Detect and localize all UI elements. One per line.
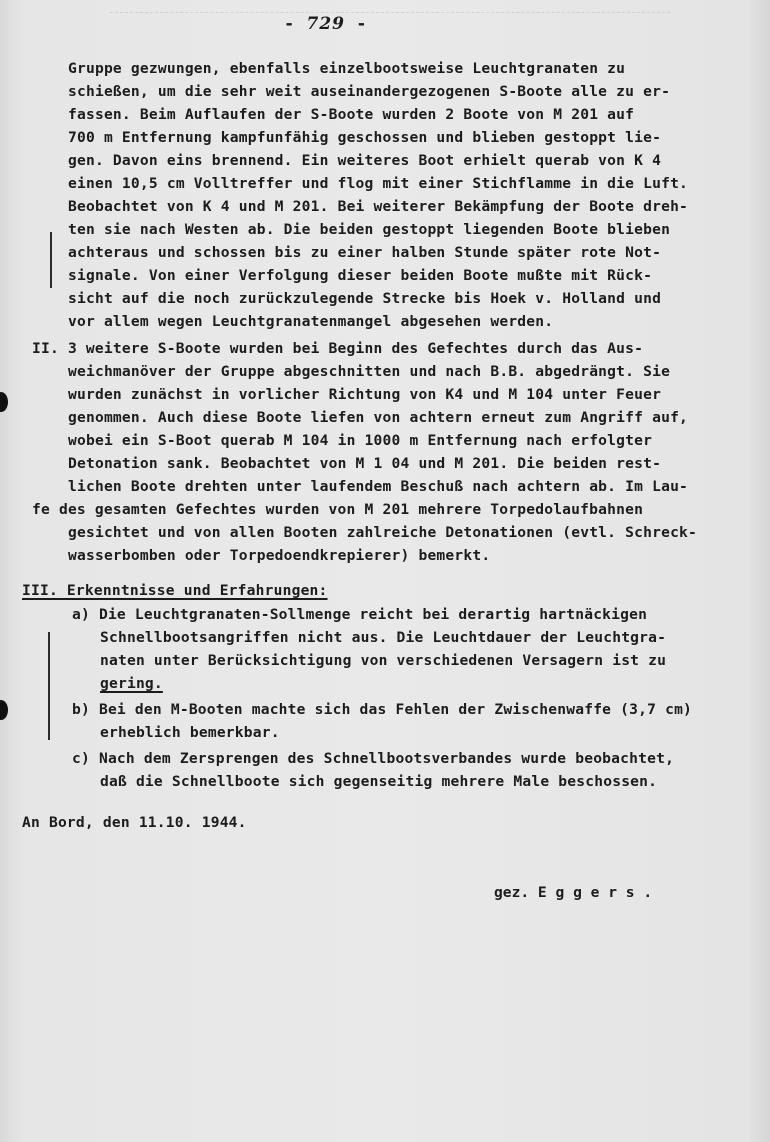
text-line: genommen. Auch diese Boote liefen von achtern erneut zum Angriff auf, [68, 409, 689, 426]
text-line: daß die Schnellboote sich gegenseitig mehrere Male beschossen. [100, 773, 658, 790]
text-line: schießen, um die sehr weit auseinandergezogenen S-Boote alle zu er- [68, 83, 671, 100]
faint-header-bleedthrough [110, 2, 670, 13]
text-line: fe des gesamten Gefechtes wurden von M 201 mehrere Torpedolaufbahnen [32, 501, 644, 518]
margin-mark [48, 632, 50, 740]
text-line: vor allem wegen Leuchtgranatenmangel abgesehen werden. [68, 313, 554, 330]
margin-mark [50, 232, 52, 288]
text-line: 700 m Entfernung kampfunfähig geschossen und blieben gestoppt lie- [68, 129, 662, 146]
page-number-value: 729 [306, 14, 345, 34]
text-line: wobei ein S-Boot querab M 104 in 1000 m Entfernung nach erfolgter [68, 432, 653, 449]
text-line: lichen Boote drehten unter laufendem Beschuß nach achtern ab. Im Lau- [68, 478, 689, 495]
list-item-b-line: b) Bei den M-Booten machte sich das Fehlen der Zwischenwaffe (3,7 cm) [72, 701, 693, 718]
list-item-c-line: c) Nach dem Zersprengen des Schnellbootsverbandes wurde beobachtet, [72, 750, 675, 767]
text-line: Schnellbootsangriffen nicht aus. Die Leuchtdauer der Leuchtgra- [100, 629, 667, 646]
list-item-a-line: a) Die Leuchtgranaten-Sollmenge reicht bei derartig hartnäckigen [72, 606, 648, 623]
text-line: wurden zunächst in vorlicher Richtung von K4 und M 104 unter Feuer [68, 386, 662, 403]
text-line: sicht auf die noch zurückzulegende Strecke bis Hoek v. Holland und [68, 290, 662, 307]
text-line: einen 10,5 cm Volltreffer und flog mit einer Stichflamme in die Luft. [68, 175, 689, 192]
text-line: weichmanöver der Gruppe abgeschnitten und nach B.B. abgedrängt. Sie [68, 363, 671, 380]
punch-hole [0, 392, 8, 412]
text-line: erheblich bemerkbar. [100, 724, 280, 741]
text-line: gen. Davon eins brennend. Ein weiteres Boot erhielt querab von K 4 [68, 152, 662, 169]
text-line: fassen. Beim Auflaufen der S-Boote wurden 2 Boote von M 201 auf [68, 106, 635, 123]
text-line: Gruppe gezwungen, ebenfalls einzelbootsweise Leuchtgranaten zu [68, 60, 626, 77]
signature-line: gez. E g g e r s . [494, 884, 653, 901]
section-ii-heading-line: II. 3 weitere S-Boote wurden bei Beginn des Gefechtes durch das Aus- [32, 340, 644, 357]
date-line: An Bord, den 11.10. 1944. [22, 814, 247, 831]
text-line: Beobachtet von K 4 und M 201. Bei weiterer Bekämpfung der Boote dreh- [68, 198, 689, 215]
text-line: gesichtet und von allen Booten zahlreiche Detonationen (evtl. Schreck- [68, 524, 698, 541]
text-line: Detonation sank. Beobachtet von M 1 04 und M 201. Die beiden rest- [68, 455, 662, 472]
text-line: signale. Von einer Verfolgung dieser beiden Boote mußte mit Rück- [68, 267, 653, 284]
text-line: naten unter Berücksichtigung von verschiedenen Versagern ist zu [100, 652, 667, 669]
page-number: - 729 - [284, 14, 368, 34]
text-line: achteraus und schossen bis zu einer halben Stunde später rote Not- [68, 244, 662, 261]
section-iii-heading: III. Erkenntnisse und Erfahrungen: [22, 582, 328, 599]
text-line: ten sie nach Westen ab. Die beiden gestoppt liegenden Boote blieben [68, 221, 671, 238]
punch-hole [0, 700, 8, 720]
text-line: wasserbomben oder Torpedoendkrepierer) bemerkt. [68, 547, 491, 564]
text-line-underlined: gering. [100, 675, 163, 692]
